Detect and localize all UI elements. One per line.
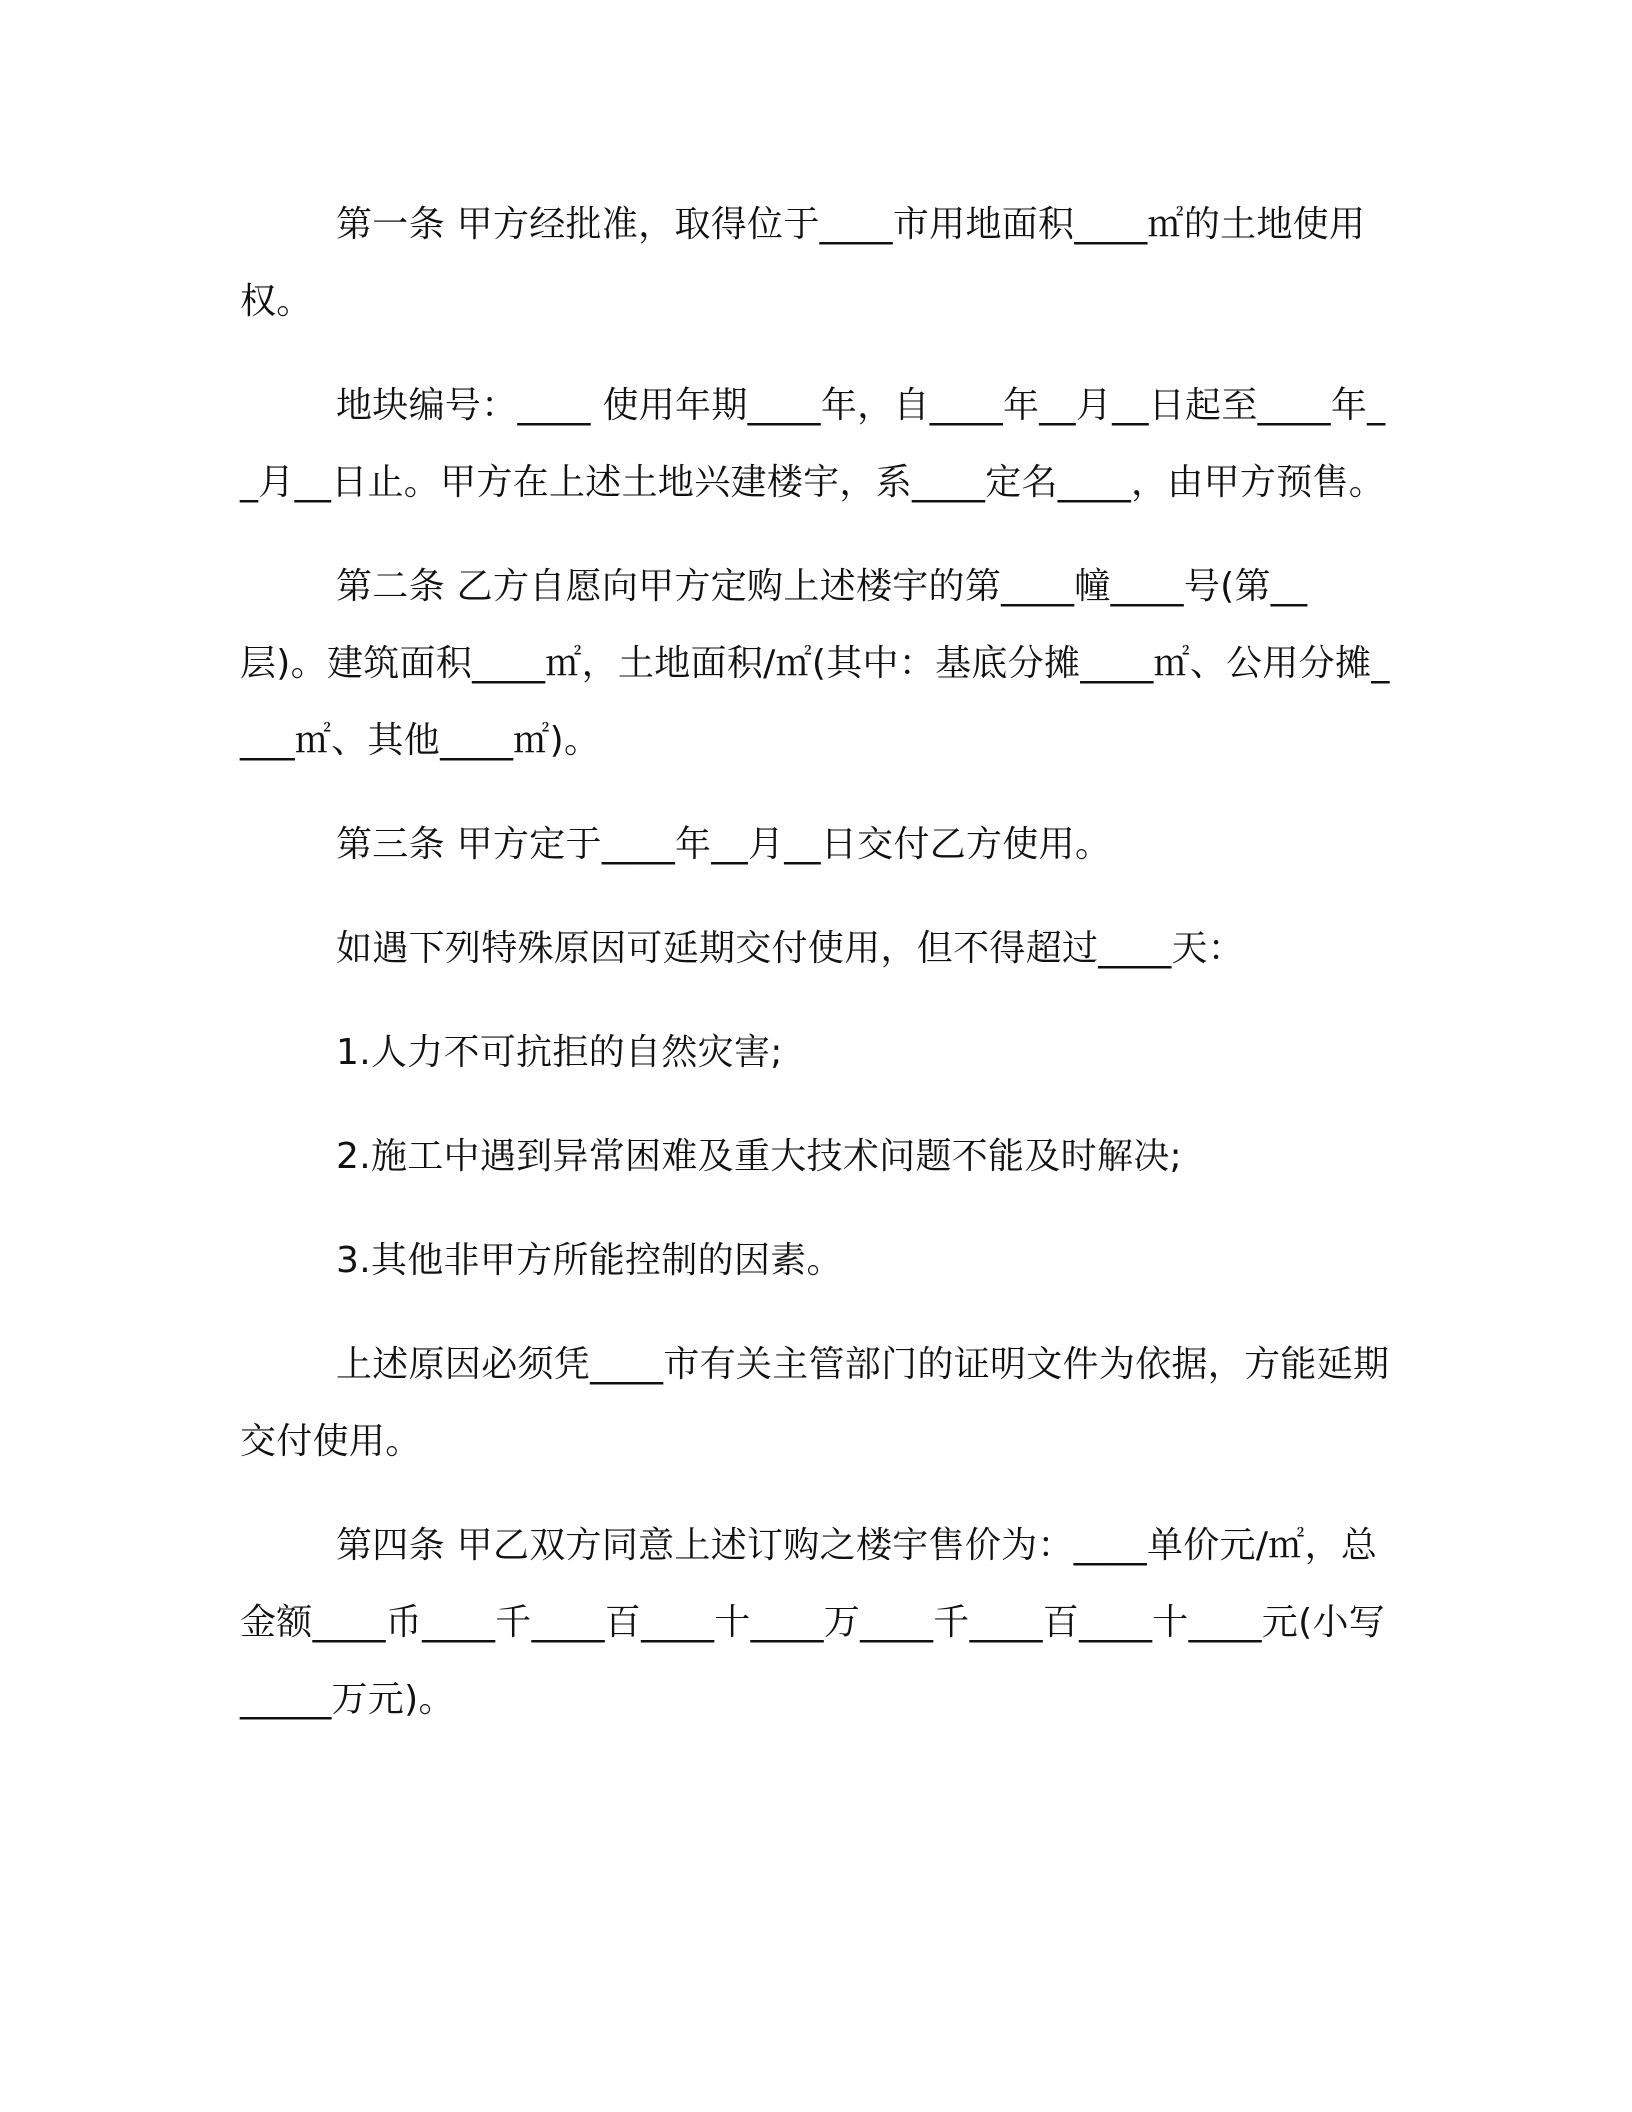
list-item-3: 3.其他非甲方所能控制的因素。 bbox=[336, 1240, 843, 1281]
paragraph-article-3: 第三条 甲方定于____年__月__日交付乙方使用。 bbox=[336, 824, 1112, 865]
paragraph-article-1: 第一条 甲方经批准，取得位于____市用地面积____㎡的土地使用权。 bbox=[240, 204, 1366, 322]
paragraph-article-2: 第二条 乙方自愿向甲方定购上述楼宇的第____幢____号(第__层)。建筑面积____㎡，土地面积/㎡(其中：基底分摊____㎡、公用分摊____㎡、其他____㎡)。 bbox=[240, 566, 1390, 761]
list-item-1: 1.人力不可抗拒的自然灾害; bbox=[336, 1032, 783, 1073]
paragraph-article-4: 第四条 甲乙双方同意上述订购之楼宇售价为：____单价元/㎡，总金额____币____千____百____十____万____千____百____十____元(小写_____万元)。 bbox=[240, 1525, 1386, 1720]
paragraph-delay-conditions: 如遇下列特殊原因可延期交付使用，但不得超过____天： bbox=[336, 928, 1245, 969]
paragraph-proof-requirement: 上述原因必须凭____市有关主管部门的证明文件为依据，方能延期交付使用。 bbox=[240, 1344, 1390, 1462]
document-body bbox=[240, 186, 1390, 1765]
list-item-2: 2.施工中遇到异常困难及重大技术问题不能及时解决; bbox=[336, 1136, 1182, 1177]
paragraph-land-parcel: 地块编号：____ 使用年期____年，自____年__月__日起至____年__月__日止。甲方在上述土地兴建楼宇，系____定名____，由甲方预售。 bbox=[240, 385, 1386, 503]
